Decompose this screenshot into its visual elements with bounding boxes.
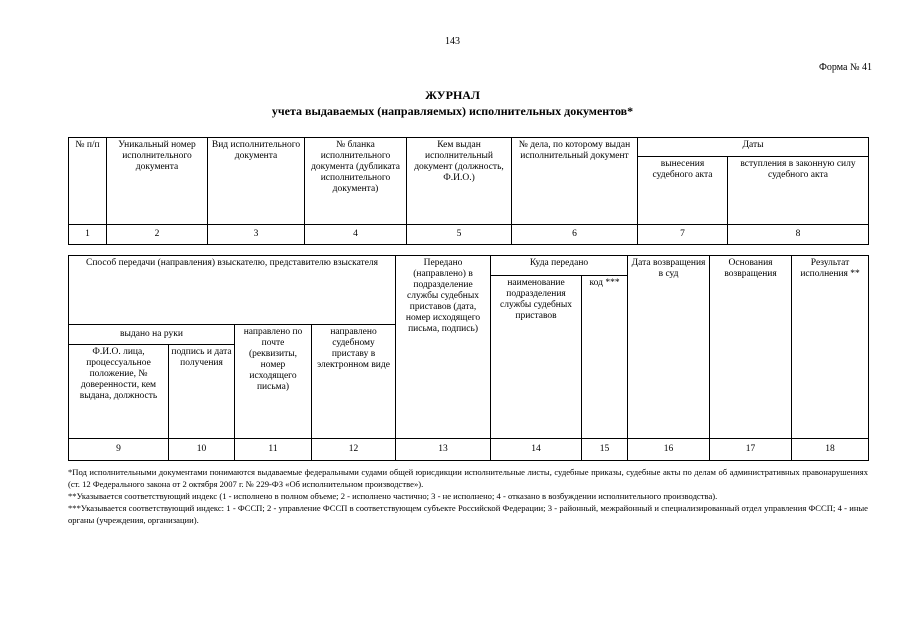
column-number: 16: [628, 439, 710, 461]
header-effective-date: вступления в законную силу судебного акта: [728, 157, 869, 225]
header-sent-by-mail: направлено по почте (реквизиты, номер исходящего письма): [235, 325, 312, 439]
column-number: 11: [235, 439, 312, 461]
header-sent-electronically: направлено судебному приставу в электронном виде: [312, 325, 396, 439]
header-code: код ***: [582, 276, 628, 439]
header-document-type: Вид исполнительного документа: [208, 138, 305, 225]
column-number: 8: [728, 225, 869, 245]
column-number: 13: [396, 439, 491, 461]
footnotes: [68, 466, 868, 526]
header-row-number: № п/п: [69, 138, 107, 225]
column-number: 6: [512, 225, 638, 245]
footnote: ***Указывается соответствующий индекс: 1 - ФССП; 2 - управление ФССП в соответствующем субъекте Российской Федерации; 3 - районный, межрайонный и специализированный отдел управления ФССП; 4 - иные органы (учреждения, организации).: [68, 503, 868, 525]
header-execution-result: Результат исполнения **: [792, 256, 869, 439]
header-judgment-date: вынесения судебного акта: [638, 157, 728, 225]
header-issued-by: Кем выдан исполнительный документ (должность, Ф.И.О.): [407, 138, 512, 225]
header-unique-number: Уникальный номер исполнительного документа: [107, 138, 208, 225]
header-where-transferred: Куда передано: [491, 256, 628, 276]
column-number: 10: [169, 439, 235, 461]
journal-table-part-1: [68, 137, 869, 245]
journal-subtitle: учета выдаваемых (направляемых) исполнительных документов*: [271, 104, 634, 118]
footnote: *Под исполнительными документами понимаются выдаваемые федеральными судами общей юрисдикции исполнительные листы, судебные приказы, судебные акты по делам об административных правонарушениях (ст. 12 Федерального закона от 2 октября 2007 г. № 229-ФЗ «Об исполнительном производстве»).: [68, 467, 868, 489]
column-number: 2: [107, 225, 208, 245]
column-number: 15: [582, 439, 628, 461]
header-case-number: № дела, по которому выдан исполнительный документ: [512, 138, 638, 225]
footnote: **Указывается соответствующий индекс (1 - исполнено в полном объеме; 2 - исполнено частично; 3 - не исполнено; 4 - отказано в возбуждении исполнительного производства).: [68, 491, 718, 501]
column-number: 14: [491, 439, 582, 461]
page-number: 143: [445, 36, 460, 47]
column-number: 9: [69, 439, 169, 461]
header-transfer-method: Способ передачи (направления) взыскателю, представителю взыскателя: [69, 256, 396, 325]
column-number: 17: [710, 439, 792, 461]
column-number: 18: [792, 439, 869, 461]
form-number: Форма № 41: [819, 62, 872, 73]
column-number: 5: [407, 225, 512, 245]
journal-table-part-2: [68, 255, 869, 461]
header-recipient-name: Ф.И.О. лица, процессуальное положение, № доверенности, кем выдана, должность: [69, 345, 169, 439]
journal-title: ЖУРНАЛ: [425, 88, 480, 102]
column-number: 4: [305, 225, 407, 245]
column-number: 1: [69, 225, 107, 245]
header-transferred-to-bailiffs: Передано (направлено) в подразделение службы судебных приставов (дата, номер исходящего письма, подпись): [396, 256, 491, 439]
column-number: 12: [312, 439, 396, 461]
column-number: 7: [638, 225, 728, 245]
column-number: 3: [208, 225, 305, 245]
header-blank-number: № бланка исполнительного документа (дубликата исполнительного документа): [305, 138, 407, 225]
header-return-grounds: Основания возвращения: [710, 256, 792, 439]
header-return-date: Дата возвращения в суд: [628, 256, 710, 439]
header-handed-over: выдано на руки: [69, 325, 235, 345]
header-dates: Даты: [638, 138, 869, 157]
header-signature-date: подпись и дата получения: [169, 345, 235, 439]
header-subdivision-name: наименование подразделения службы судебных приставов: [491, 276, 582, 439]
